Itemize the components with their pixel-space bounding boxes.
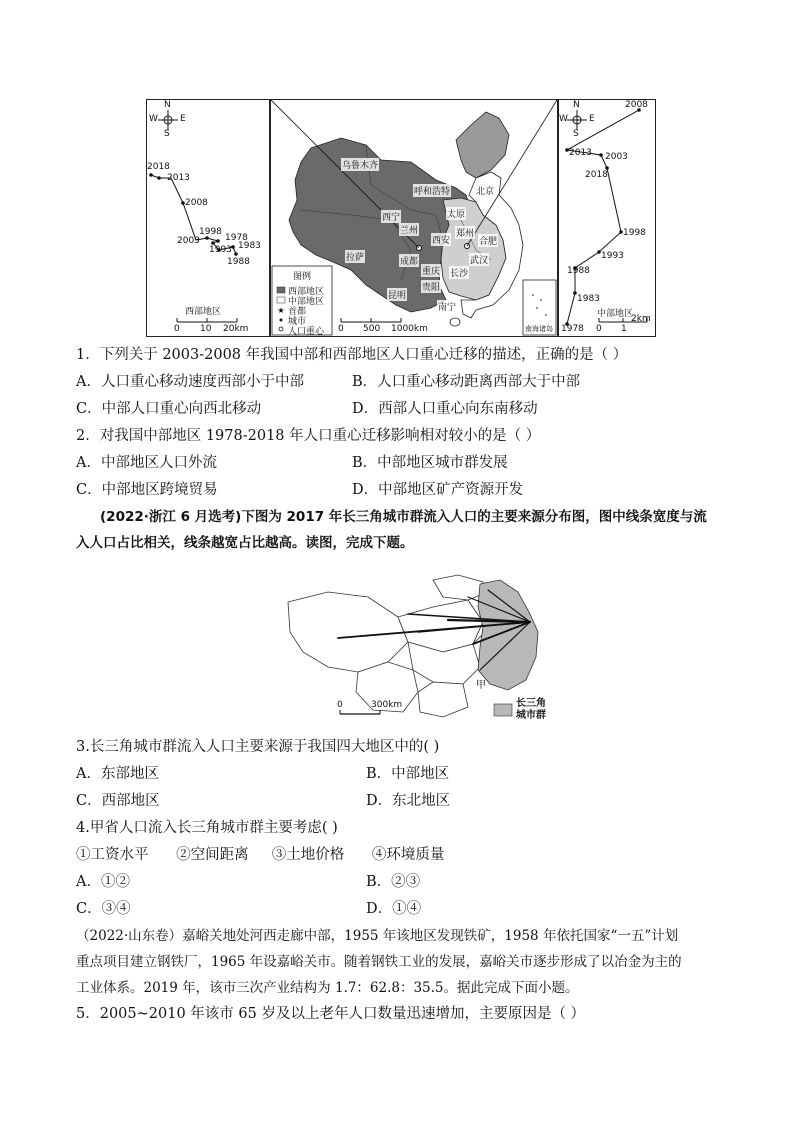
west-scale-0: 0 [174,324,180,334]
city-dot-icon [280,319,283,322]
intro3-line3: 工业体系。2019 年，该市三次产业结构为 1.7：62.8：35.5。据此完成下面小题。 [76,980,579,996]
northeast-shape [456,112,509,178]
central-year: 1978 [561,324,584,334]
west-year: 2018 [147,162,170,172]
q1-option-d[interactable]: D．西部人口重心向东南移动 [352,401,538,417]
west-year: 1988 [227,257,250,267]
q1-option-a[interactable]: A．人口重心移动速度西部小于中部 [76,374,304,390]
q3-option-b[interactable]: B．中部地区 [366,766,450,782]
west-scale-20: 20km [223,324,249,334]
west-region-panel [146,99,270,337]
city-xian: 西安 [431,233,451,246]
legend-city: 城市 [288,317,307,327]
china-map-panel [270,99,558,337]
jia-label: 甲 [476,680,486,691]
compass-e: E [589,114,595,124]
west-year: 2003 [177,236,200,246]
q4-options-line: ①工资水平 ②空间距离 ③土地价格 ④环境质量 [76,847,445,863]
city-guiyang: 贵阳 [421,280,441,293]
fig2-legend-line2: 城市群 [516,710,546,721]
q3-option-d[interactable]: D．东北地区 [366,793,451,809]
city-chongqing: 重庆 [421,264,441,277]
central-year: 2018 [585,170,608,180]
q4-option-a[interactable]: A．①② [76,874,130,890]
q1-option-b[interactable]: B．人口重心移动距离西部大于中部 [352,374,581,390]
compass-n: N [164,100,171,110]
q2-option-a[interactable]: A．中部地区人口外流 [76,455,217,471]
central-year: 1993 [601,251,624,261]
q2-option-d[interactable]: D．中部地区矿产资源开发 [352,482,524,498]
central-region-label: 中部地区 [597,309,634,319]
city-taiyuan: 太原 [446,207,466,220]
central-scale-0: 0 [596,324,602,334]
west-year: 1978 [225,233,248,243]
intro3-line2: 重点项目建立钢铁厂，1965 年设嘉峪关市。随着钢铁工业的发展，嘉峪关市逐步形成了以冶金为主的 [76,954,682,970]
city-kunming: 昆明 [387,288,407,301]
province-shape [288,592,408,672]
city-changsha: 长沙 [449,266,469,279]
city-nanning: 南宁 [437,300,457,313]
central-year: 1983 [577,294,600,304]
compass-e: E [180,114,186,124]
legend-west: 西部地区 [288,287,325,297]
q4-option-c[interactable]: C．③④ [76,901,131,917]
city-beijing: 北京 [475,184,495,197]
map-scale-500: 500 [363,324,381,334]
q3-stem: 3.长三角城市群流入人口主要来源于我国四大地区中的( ) [76,739,440,755]
central-region-panel [558,99,656,337]
city-zhengzhou: 郑州 [455,226,475,239]
hainan-shape [450,318,460,326]
q2-option-c[interactable]: C．中部地区跨境贸易 [76,482,218,498]
q3-option-c[interactable]: C．西部地区 [76,793,160,809]
q4-stem: 4.甲省人口流入长三角城市群主要考虑( ) [76,820,338,836]
q4-option-d[interactable]: D．①④ [366,901,422,917]
fig2-scale-0: 0 [337,700,343,710]
compass-s: S [164,129,170,139]
compass-icon [158,110,178,130]
city-xining: 西宁 [381,210,401,223]
city-lanzhou: 兰州 [399,223,419,236]
fig2-legend-line1: 长三角 [516,698,546,709]
q2-stem: 2．对我国中部地区 1978-2018 年人口重心迁移影响相对较小的是（ ） [76,428,541,444]
inset-label: 南海诸岛 [525,325,553,333]
central-year: 2003 [605,152,628,162]
q5-stem: 5．2005~2010 年该市 65 岁及以上老年人口数量迅速增加，主要原因是（ ） [76,1006,586,1022]
compass-icon [567,110,587,130]
compass-s: S [573,129,579,139]
intro3-line1: （2022·山东卷）嘉峪关地处河西走廊中部，1955 年该地区发现铁矿，1958 年依托国家“一五”计划 [76,928,679,944]
map-scale-0: 0 [338,324,344,334]
map-scale-1000: 1000km [391,324,428,334]
legend-central: 中部地区 [288,297,325,307]
city-urumqi: 乌鲁木齐 [341,158,379,171]
q2-option-b[interactable]: B．中部地区城市群发展 [352,455,508,471]
west-year: 1993 [209,245,232,255]
west-year: 1998 [199,227,222,237]
city-hohhot: 呼和浩特 [413,184,451,197]
legend-title: 图例 [293,272,312,282]
q4-option-b[interactable]: B．②③ [366,874,421,890]
central-centroid-path [567,110,639,324]
west-year: 2013 [167,173,190,183]
yrd-region-shape [478,580,538,690]
central-year: 1988 [567,266,590,276]
q1-stem: 1．下列关于 2003-2008 年我国中部和西部地区人口重心迁移的描述，正确的是（ ） [76,347,628,363]
fig2-scale-300: 300km [371,700,403,710]
west-year: 2008 [185,198,208,208]
city-chengdu: 成都 [399,254,419,267]
city-hefei: 合肥 [478,234,498,247]
figure-yrd-inflow-map [268,572,568,720]
legend-centroid: 人口重心 [288,327,325,337]
west-region-label: 西部地区 [185,307,222,317]
city-lhasa: 拉萨 [345,250,365,263]
q1-option-c[interactable]: C．中部人口重心向西北移动 [76,401,262,417]
central-scale-1: 1 [621,324,627,334]
central-scale-2: 2km [631,314,651,324]
compass-w: W [559,114,568,124]
west-scale-10: 10 [200,324,212,334]
central-year: 2008 [625,100,648,110]
province-shape [418,682,468,717]
legend-capital: 首都 [288,307,307,317]
compass-n: N [573,100,580,110]
intro2-line1: (2022·浙江 6 月选考)下图为 2017 年长三角城市群流入人口的主要来源分布图，图中线条宽度与流 [100,509,707,525]
city-wuhan: 武汉 [469,253,489,266]
intro2-line2: 入人口占比相关，线条越宽占比越高。读图，完成下题。 [76,535,414,551]
q3-option-a[interactable]: A．东部地区 [76,766,159,782]
west-year: 1983 [238,241,261,251]
central-year: 1998 [623,228,646,238]
central-year: 2013 [569,148,592,158]
compass-w: W [149,114,158,124]
capital-star-icon: ★ [277,306,285,315]
